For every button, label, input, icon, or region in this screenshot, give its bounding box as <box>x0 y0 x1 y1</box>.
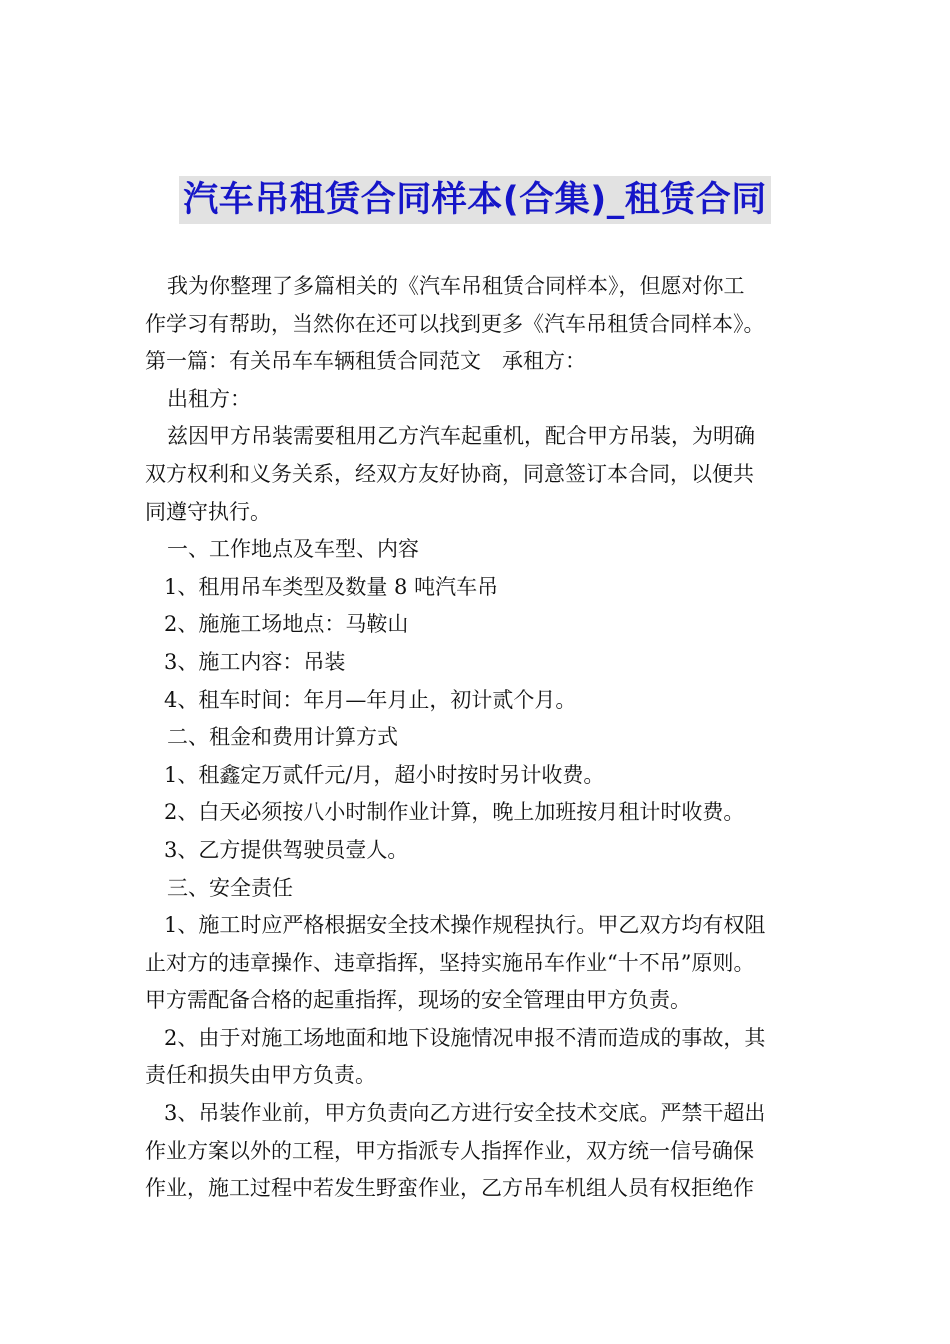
list-item: 3、施工内容：吊装 <box>164 649 346 674</box>
paragraph-line: 双方权利和义务关系，经双方友好协商，同意签订本合同，以便共 <box>145 461 754 486</box>
paragraph-line: 止对方的违章操作、违章指挥，坚持实施吊车作业“十不吊”原则。 <box>145 950 755 975</box>
section-heading: 二、租金和费用计算方式 <box>167 725 398 750</box>
paragraph-line: 出租方： <box>167 386 251 411</box>
list-item: 1、租鑫定万贰仟元/月，超小时按时另计收费。 <box>164 762 605 787</box>
list-item: 3、吊装作业前，甲方负责向乙方进行安全技术交底。严禁干超出 <box>164 1101 766 1126</box>
paragraph-line: 同遵守执行。 <box>145 499 271 524</box>
document-title: 汽车吊租赁合同样本(合集)_租赁合同 <box>179 176 771 224</box>
paragraph-line: 责任和损失由甲方负责。 <box>145 1063 376 1088</box>
list-item: 1、施工时应严格根据安全技术操作规程执行。甲乙双方均有权阻 <box>164 913 766 938</box>
paragraph-line: 作学习有帮助，当然你在还可以找到更多《汽车吊租赁合同样本》。 <box>145 311 765 336</box>
title-block <box>0 176 950 224</box>
list-item: 2、施施工场地点：马鞍山 <box>164 612 409 637</box>
list-item: 3、乙方提供驾驶员壹人。 <box>164 837 409 862</box>
document-body <box>145 268 825 1208</box>
list-item: 4、租车时间：年月—年月止，初计贰个月。 <box>164 687 577 712</box>
list-item: 2、白天必须按八小时制作业计算，晚上加班按月租计时收费。 <box>164 800 745 825</box>
list-item: 1、租用吊车类型及数量 8 吨汽车吊 <box>164 574 499 599</box>
list-item: 2、由于对施工场地面和地下设施情况申报不清而造成的事故，其 <box>164 1025 766 1050</box>
section-heading: 三、安全责任 <box>167 875 293 900</box>
paragraph-line: 作业方案以外的工程，甲方指派专人指挥作业，双方统一信号确保 <box>145 1138 754 1163</box>
paragraph-line: 我为你整理了多篇相关的《汽车吊租赁合同样本》，但愿对你工 <box>167 274 745 298</box>
paragraph-line: 第一篇：有关吊车车辆租赁合同范文 承租方： <box>145 349 586 374</box>
paragraph-line: 作业，施工过程中若发生野蛮作业，乙方吊车机组人员有权拒绝作 <box>145 1176 754 1201</box>
paragraph-line: 兹因甲方吊装需要租用乙方汽车起重机，配合甲方吊装，为明确 <box>167 424 755 449</box>
paragraph-line: 甲方需配备合格的起重指挥，现场的安全管理由甲方负责。 <box>145 988 691 1013</box>
section-heading: 一、工作地点及车型、内容 <box>167 537 419 562</box>
